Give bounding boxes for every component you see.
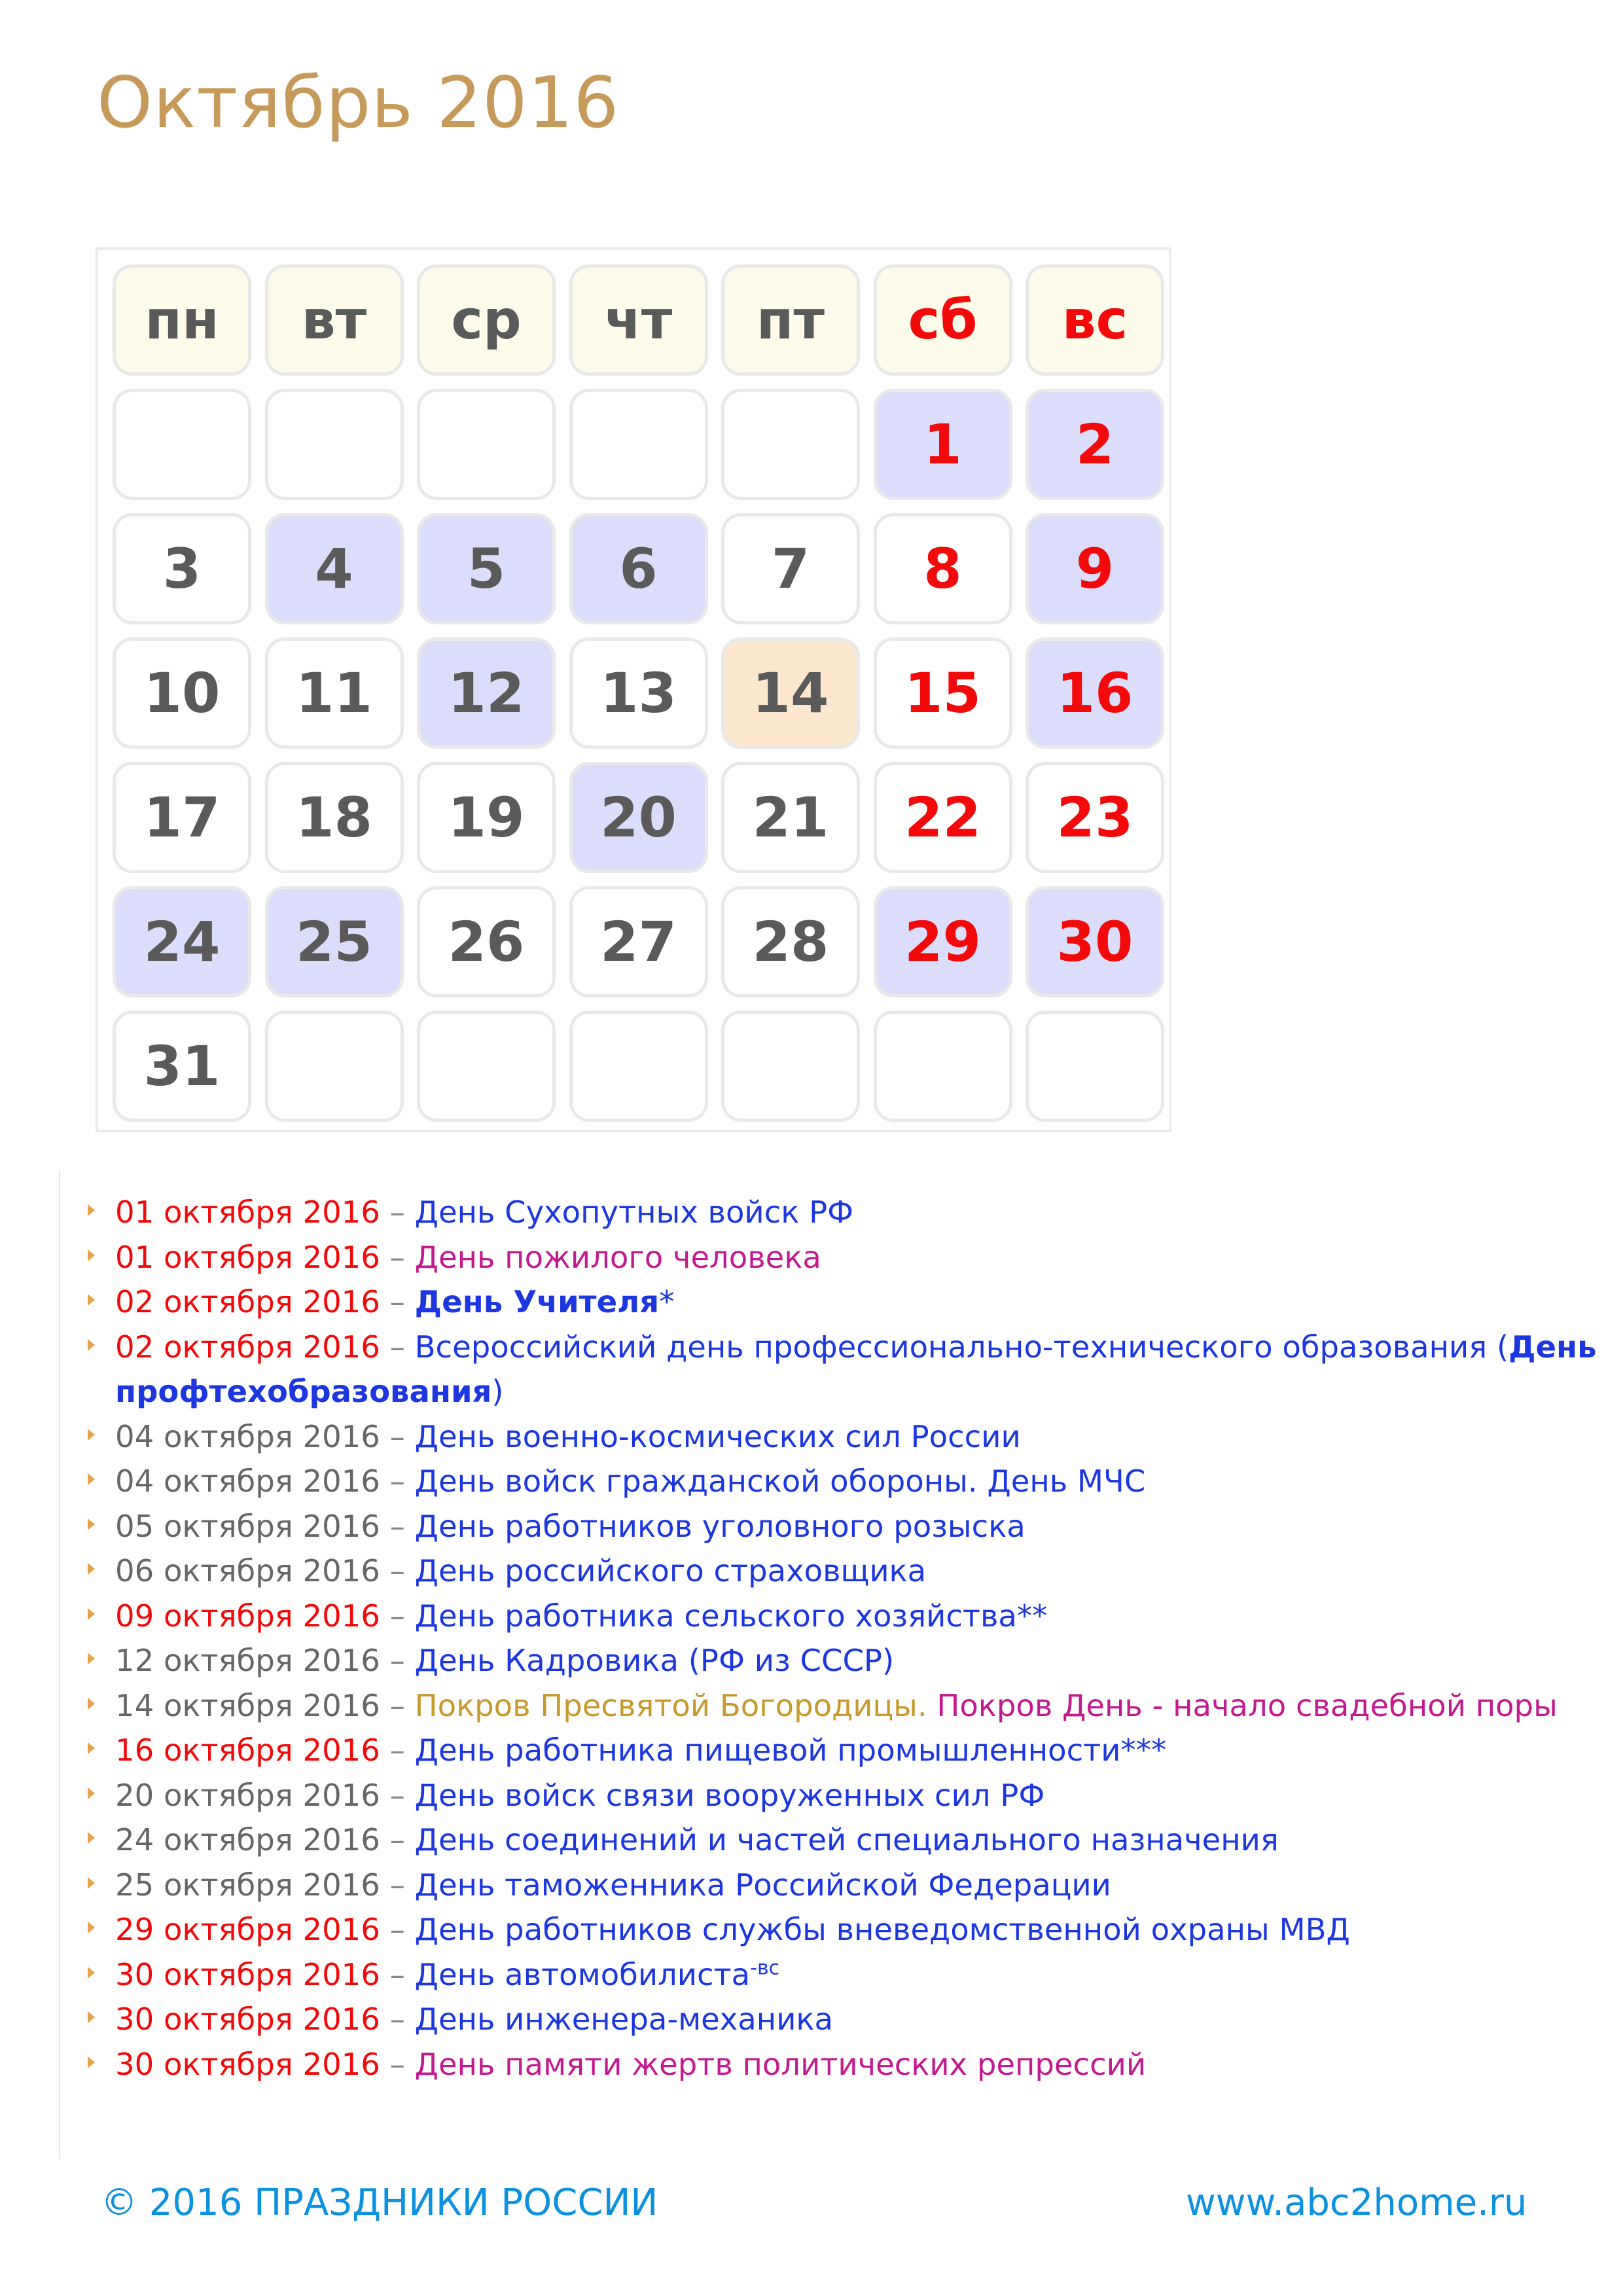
event-date: 04 октября 2016 [115, 1463, 380, 1499]
bullet-arrow-icon [88, 1832, 95, 1844]
list-item [88, 1863, 1606, 1908]
day-cell-2[interactable]: 2 [1026, 389, 1164, 500]
separator-dash: – [380, 1687, 415, 1723]
day-cell-23[interactable]: 23 [1026, 762, 1164, 873]
empty-day-cell [569, 389, 708, 500]
list-item [88, 1594, 1606, 1639]
bullet-arrow-icon [88, 1698, 95, 1710]
bullet-arrow-icon [88, 1563, 95, 1575]
event-title-link[interactable]: День Учителя [414, 1284, 660, 1319]
list-item [88, 1683, 1606, 1729]
list-item [88, 1325, 1606, 1414]
bullet-arrow-icon [88, 1653, 95, 1664]
day-cell-7[interactable]: 7 [721, 513, 860, 624]
list-item [88, 1818, 1606, 1863]
bullet-arrow-icon [88, 1204, 95, 1216]
page-title: Октябрь 2016 [97, 62, 620, 144]
day-cell-31[interactable]: 31 [113, 1011, 251, 1122]
event-title-link[interactable]: День профтехобразования [115, 1329, 1597, 1409]
separator-dash: – [380, 1329, 415, 1365]
day-cell-18[interactable]: 18 [265, 762, 404, 873]
day-cell-28[interactable]: 28 [721, 886, 860, 997]
event-date: 20 октября 2016 [115, 1777, 380, 1813]
empty-day-cell [721, 1011, 860, 1122]
list-item [88, 1549, 1606, 1594]
day-cell-12[interactable]: 12 [417, 637, 556, 749]
bullet-arrow-icon [88, 1339, 95, 1351]
separator-dash: – [380, 1418, 415, 1454]
list-item [88, 1280, 1606, 1325]
list-item [88, 1504, 1606, 1549]
event-title-link[interactable]: День работников уголовного розыска [414, 1508, 1026, 1544]
list-item [88, 1907, 1606, 1952]
divider-line [59, 1170, 60, 2159]
day-cell-6[interactable]: 6 [569, 513, 708, 624]
event-title-link[interactable]: День войск гражданской обороны. День МЧС [414, 1463, 1146, 1499]
empty-day-cell [417, 389, 556, 500]
event-title-link[interactable]: День Сухопутных войск РФ [414, 1194, 854, 1230]
holiday-list [88, 1190, 1606, 2087]
event-date: 30 октября 2016 [115, 2046, 380, 2082]
empty-day-cell [721, 389, 860, 500]
footer-copyright: © 2016 ПРАЗДНИКИ РОССИИ [101, 2181, 658, 2224]
day-cell-8[interactable]: 8 [874, 513, 1012, 624]
event-title-link[interactable]: ) [491, 1374, 504, 1409]
event-title-link[interactable]: Покров Пресвятой Богородицы. [414, 1687, 927, 1723]
separator-dash: – [380, 1598, 415, 1634]
event-title-link[interactable]: Покров День - начало свадебной поры [927, 1687, 1558, 1723]
weekday-header: сб [874, 264, 1012, 376]
empty-day-cell [1026, 1011, 1164, 1122]
weekday-header: вс [1026, 264, 1164, 376]
day-cell-1[interactable]: 1 [874, 389, 1012, 500]
list-item [88, 1773, 1606, 1818]
empty-day-cell [874, 1011, 1012, 1122]
separator-dash: – [380, 1956, 415, 1992]
separator-dash: – [380, 1732, 415, 1768]
separator-dash: – [380, 1194, 415, 1230]
event-title-link[interactable]: День работников службы вневедомственной охраны МВД [414, 1912, 1350, 1947]
list-item [88, 1997, 1606, 2042]
day-cell-20[interactable]: 20 [569, 762, 708, 873]
weekday-header: пт [721, 264, 860, 376]
separator-dash: – [380, 1643, 415, 1678]
day-cell-4[interactable]: 4 [265, 513, 404, 624]
day-cell-22[interactable]: 22 [874, 762, 1012, 873]
event-date: 06 октября 2016 [115, 1553, 380, 1588]
event-title-link[interactable]: День автомобилиста [414, 1956, 751, 1992]
bullet-arrow-icon [88, 1473, 95, 1485]
event-title-link[interactable]: День таможенника Российской Федерации [414, 1867, 1111, 1903]
separator-dash: – [380, 1463, 415, 1499]
event-date: 12 октября 2016 [115, 1643, 380, 1678]
bullet-arrow-icon [88, 1742, 95, 1754]
bullet-arrow-icon [88, 1967, 95, 1979]
separator-dash: – [380, 1553, 415, 1588]
event-title-link[interactable]: День пожилого человека [414, 1239, 821, 1275]
day-cell-21[interactable]: 21 [721, 762, 860, 873]
event-title-link[interactable]: День работника сельского хозяйства** [414, 1598, 1048, 1634]
weekday-header: ср [417, 264, 556, 376]
separator-dash: – [380, 2001, 415, 2037]
separator-dash: – [380, 1239, 415, 1275]
list-item [88, 2042, 1606, 2087]
separator-dash: – [380, 1867, 415, 1903]
bullet-arrow-icon [88, 2011, 95, 2023]
event-date: 25 октября 2016 [115, 1867, 380, 1903]
event-date: 04 октября 2016 [115, 1418, 380, 1454]
separator-dash: – [380, 1777, 415, 1813]
event-title-link[interactable]: Всероссийский день профессионально-технического образования ( [414, 1329, 1509, 1365]
bullet-arrow-icon [88, 1608, 95, 1620]
event-date: 02 октября 2016 [115, 1329, 380, 1365]
weekday-header: чт [569, 264, 708, 376]
separator-dash: – [380, 1912, 415, 1947]
empty-day-cell [569, 1011, 708, 1122]
bullet-arrow-icon [88, 1877, 95, 1889]
event-date: 14 октября 2016 [115, 1687, 380, 1723]
list-item [88, 1190, 1606, 1235]
event-title-link[interactable]: День памяти жертв политических репрессий [414, 2046, 1147, 2082]
empty-day-cell [265, 389, 404, 500]
day-cell-19[interactable]: 19 [417, 762, 556, 873]
weekday-header: вт [265, 264, 404, 376]
list-item [88, 1952, 1606, 1998]
day-cell-11[interactable]: 11 [265, 637, 404, 749]
bullet-arrow-icon [88, 1922, 95, 1933]
day-cell-14[interactable]: 14 [721, 637, 860, 749]
calendar-grid [96, 247, 1171, 1132]
empty-day-cell [113, 389, 251, 500]
day-cell-25[interactable]: 25 [265, 886, 404, 997]
day-cell-9[interactable]: 9 [1026, 513, 1164, 624]
weekday-header: пн [113, 264, 251, 376]
event-title-link[interactable]: День войск связи вооруженных сил РФ [414, 1777, 1045, 1813]
day-cell-27[interactable]: 27 [569, 886, 708, 997]
event-title-link[interactable]: День российского страховщика [414, 1553, 927, 1588]
list-item [88, 1728, 1606, 1773]
separator-dash: – [380, 1508, 415, 1544]
day-cell-24[interactable]: 24 [113, 886, 251, 997]
event-date: 24 октября 2016 [115, 1822, 380, 1857]
event-title-link[interactable]: День военно-космических сил России [414, 1418, 1021, 1454]
day-cell-16[interactable]: 16 [1026, 637, 1164, 749]
bullet-arrow-icon [88, 1294, 95, 1306]
footer-site-link[interactable]: www.abc2home.ru [1186, 2181, 1527, 2224]
bullet-arrow-icon [88, 1429, 95, 1441]
list-item [88, 1235, 1606, 1280]
bullet-arrow-icon [88, 1249, 95, 1261]
day-cell-17[interactable]: 17 [113, 762, 251, 873]
event-date: 09 октября 2016 [115, 1598, 380, 1634]
event-title-link[interactable]: День Кадровика (РФ из СССР) [414, 1643, 895, 1678]
day-cell-26[interactable]: 26 [417, 886, 556, 997]
event-date: 05 октября 2016 [115, 1508, 380, 1544]
day-cell-29[interactable]: 29 [874, 886, 1012, 997]
separator-dash: – [380, 1284, 415, 1319]
empty-day-cell [265, 1011, 404, 1122]
list-item [88, 1638, 1606, 1683]
empty-day-cell [417, 1011, 556, 1122]
event-title-link[interactable]: День соединений и частей специального назначения [414, 1822, 1279, 1857]
list-item [88, 1459, 1606, 1504]
event-date: 29 октября 2016 [115, 1912, 380, 1947]
event-date: 16 октября 2016 [115, 1732, 380, 1768]
event-date: 02 октября 2016 [115, 1284, 380, 1319]
day-cell-10[interactable]: 10 [113, 637, 251, 749]
event-title-link[interactable]: День работника пищевой промышленности*** [414, 1732, 1167, 1768]
day-cell-30[interactable]: 30 [1026, 886, 1164, 997]
list-item [88, 1414, 1606, 1460]
event-date: 01 октября 2016 [115, 1239, 380, 1275]
event-title-link[interactable]: * [659, 1284, 675, 1319]
day-cell-15[interactable]: 15 [874, 637, 1012, 749]
day-cell-5[interactable]: 5 [417, 513, 556, 624]
event-title-link[interactable]: -вс [750, 1956, 780, 1979]
bullet-arrow-icon [88, 2056, 95, 2068]
day-cell-13[interactable]: 13 [569, 637, 708, 749]
day-cell-3[interactable]: 3 [113, 513, 251, 624]
event-date: 01 октября 2016 [115, 1194, 380, 1230]
bullet-arrow-icon [88, 1787, 95, 1799]
bullet-arrow-icon [88, 1518, 95, 1530]
event-date: 30 октября 2016 [115, 1956, 380, 1992]
event-date: 30 октября 2016 [115, 2001, 380, 2037]
separator-dash: – [380, 2046, 415, 2082]
event-title-link[interactable]: День инженера-механика [414, 2001, 834, 2037]
separator-dash: – [380, 1822, 415, 1857]
